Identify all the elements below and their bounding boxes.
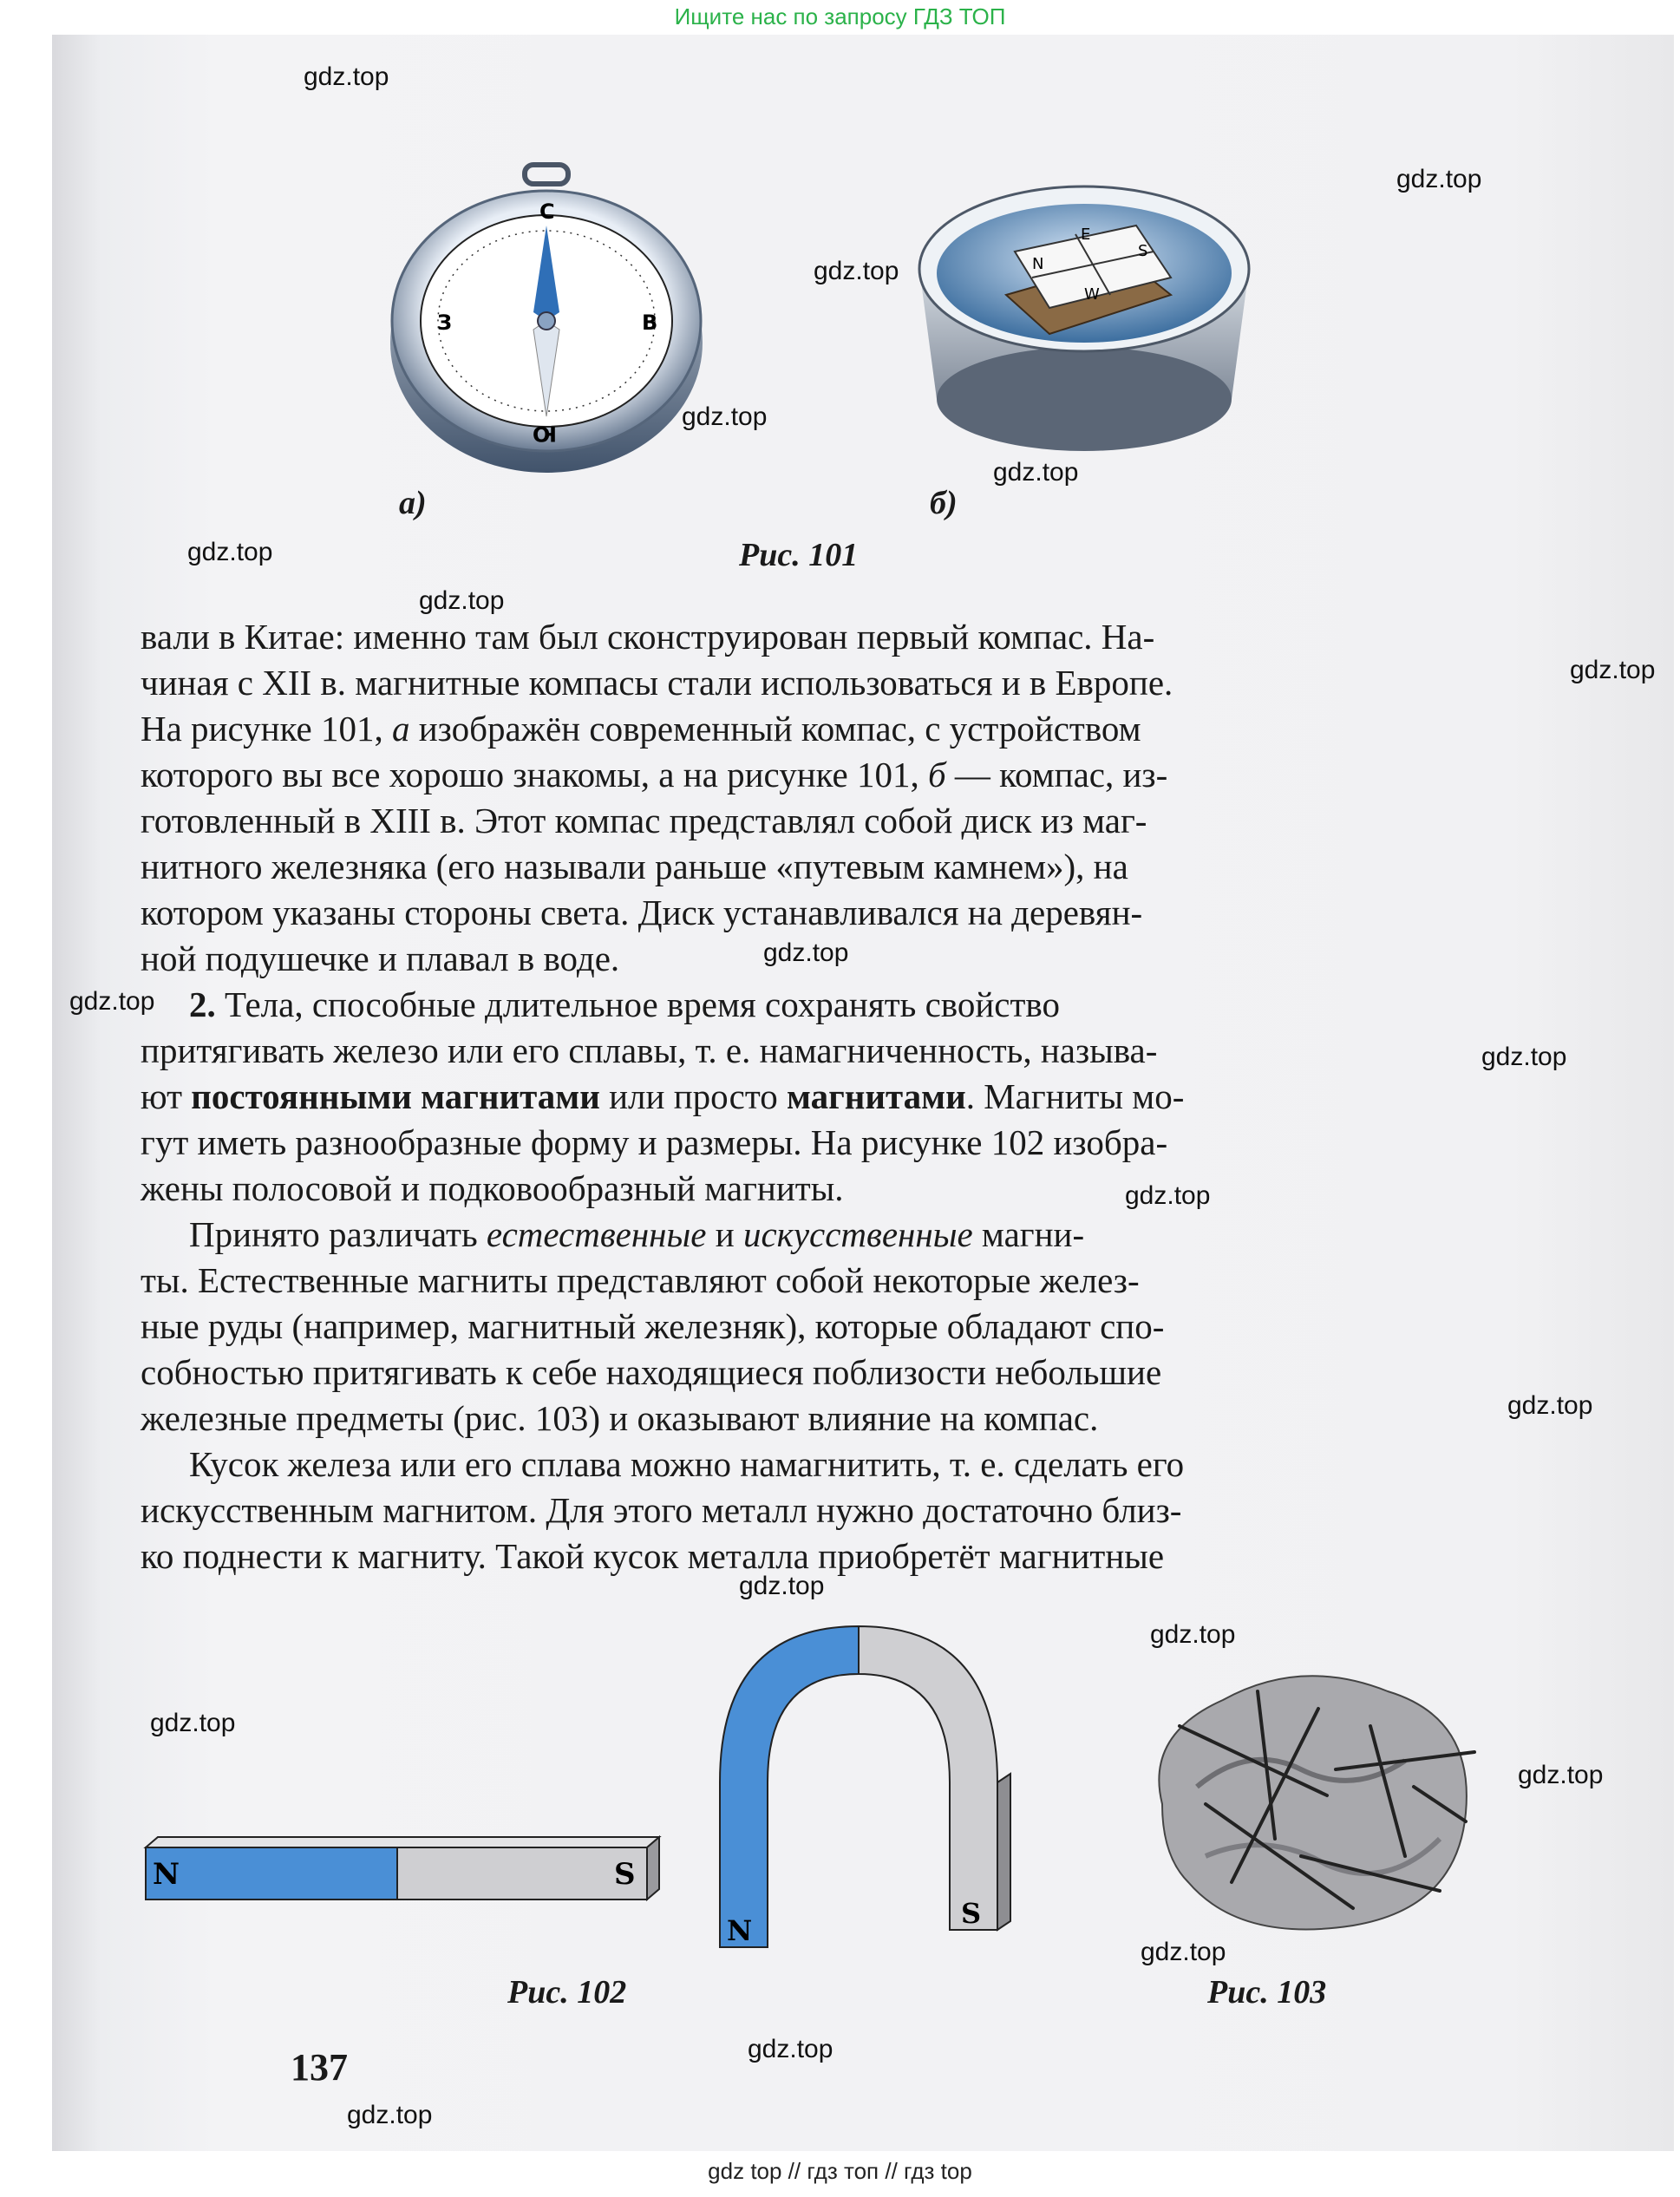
top-banner[interactable]: Ищите нас по запросу ГДЗ ТОП bbox=[674, 3, 1006, 29]
figure-101-caption: Рис. 101 bbox=[739, 537, 859, 573]
watermark: gdz.top bbox=[763, 938, 849, 967]
horseshoe-magnet-illustration bbox=[703, 1609, 1015, 1956]
text-line: ко поднести к магниту. Такой кусок металла приобретёт магнитные bbox=[141, 1536, 1165, 1576]
text-line: На рисунке 101, а изображён современный компас, с устройством bbox=[141, 709, 1141, 749]
compass-letter-south: Ю bbox=[532, 422, 557, 446]
compass-letter-north: С bbox=[539, 199, 555, 224]
watermark: gdz.top bbox=[1125, 1181, 1211, 1210]
ancient-letter-n: N bbox=[1032, 255, 1044, 273]
bar-magnet-n-label: N bbox=[153, 1857, 180, 1892]
watermark: gdz.top bbox=[1507, 1391, 1593, 1420]
natural-magnet-illustration bbox=[1128, 1657, 1492, 1943]
text-line: нитного железняка (его называли раньше «путевым камнем»), на bbox=[141, 847, 1128, 886]
watermark: gdz.top bbox=[187, 538, 273, 566]
ancient-letter-s: S bbox=[1138, 242, 1148, 260]
figure-102-caption: Рис. 102 bbox=[507, 1974, 627, 2011]
text-line: гут иметь разнообразные форму и размеры. На рисунке 102 изобра- bbox=[141, 1122, 1168, 1162]
text-line: ной подушечке и плавал в воде. bbox=[141, 938, 620, 978]
text-line: готовленный в XIII в. Этот компас представлял собой диск из маг- bbox=[141, 801, 1147, 840]
modern-compass-illustration bbox=[382, 156, 711, 486]
watermark: gdz.top bbox=[1396, 165, 1482, 193]
watermark: gdz.top bbox=[1518, 1761, 1604, 1789]
horseshoe-s-label: S bbox=[961, 1897, 982, 1930]
watermark: gdz.top bbox=[739, 1572, 825, 1600]
bar-magnet-s-label: S bbox=[614, 1857, 636, 1892]
watermark: gdz.top bbox=[150, 1709, 236, 1737]
text-line: ты. Естественные магниты представляют собой некоторые желез- bbox=[141, 1260, 1140, 1300]
figure-101-label-a: а) bbox=[399, 485, 427, 521]
watermark: gdz.top bbox=[993, 458, 1079, 487]
watermark: gdz.top bbox=[1481, 1043, 1567, 1071]
watermark: gdz.top bbox=[1150, 1620, 1236, 1649]
text-line: железные предметы (рис. 103) и оказывают влияние на компас. bbox=[141, 1398, 1099, 1438]
text-line: искусственным магнитом. Для этого металл нужно достаточно близ- bbox=[141, 1490, 1182, 1530]
ancient-letter-e: E bbox=[1081, 226, 1091, 244]
watermark: gdz.top bbox=[682, 402, 768, 431]
text-line: Принято различать естественные и искусственные магни- bbox=[189, 1214, 1085, 1254]
text-line: вали в Китае: именно там был сконструирован первый компас. На- bbox=[141, 617, 1155, 657]
text-line: жены полосовой и подковообразный магниты. bbox=[141, 1168, 844, 1208]
watermark: gdz.top bbox=[304, 62, 389, 91]
text-line: ные руды (например, магнитный железняк), которые обладают спо- bbox=[141, 1306, 1165, 1346]
bar-magnet-illustration bbox=[139, 1830, 668, 1908]
text-line: чиная с XII в. магнитные компасы стали использоваться и в Европе. bbox=[141, 663, 1173, 703]
text-line: ют постоянными магнитами или просто магнитами . Магниты мо- bbox=[141, 1076, 1185, 1116]
horseshoe-n-label: N bbox=[727, 1914, 753, 1947]
text-line: притягивать железо или его сплавы, т. е. намагниченность, называ- bbox=[141, 1030, 1158, 1070]
compass-letter-east: В bbox=[642, 311, 658, 335]
main-text bbox=[141, 614, 1476, 1579]
ancient-compass-illustration bbox=[911, 165, 1258, 477]
text-line: котором указаны стороны света. Диск устанавливался на деревян- bbox=[141, 893, 1143, 932]
watermark: gdz.top bbox=[748, 2035, 833, 2063]
text-line: Кусок железа или его сплава можно намагнитить, т. е. сделать его bbox=[189, 1444, 1185, 1484]
compass-letter-west: З bbox=[437, 311, 453, 335]
watermark: gdz.top bbox=[419, 586, 505, 615]
text-line: собностью притягивать к себе находящиеся поблизости небольшие bbox=[141, 1352, 1162, 1392]
watermark: gdz.top bbox=[814, 257, 899, 285]
text-line: 2. Тела, способные длительное время сохранять свойство bbox=[189, 984, 1060, 1024]
watermark: gdz.top bbox=[69, 987, 155, 1016]
figure-103-caption: Рис. 103 bbox=[1207, 1974, 1327, 2011]
bottom-banner[interactable]: gdz top // гдз топ // гдз top bbox=[708, 2158, 972, 2184]
watermark: gdz.top bbox=[347, 2101, 433, 2129]
figure-101-label-b: б) bbox=[930, 485, 958, 521]
text-line: которого вы все хорошо знакомы, а на рисунке 101, б — компас, из- bbox=[141, 755, 1168, 794]
page-number: 137 bbox=[291, 2046, 348, 2089]
ancient-letter-w: W bbox=[1084, 285, 1100, 304]
watermark: gdz.top bbox=[1141, 1938, 1226, 1966]
watermark: gdz.top bbox=[1570, 656, 1656, 684]
